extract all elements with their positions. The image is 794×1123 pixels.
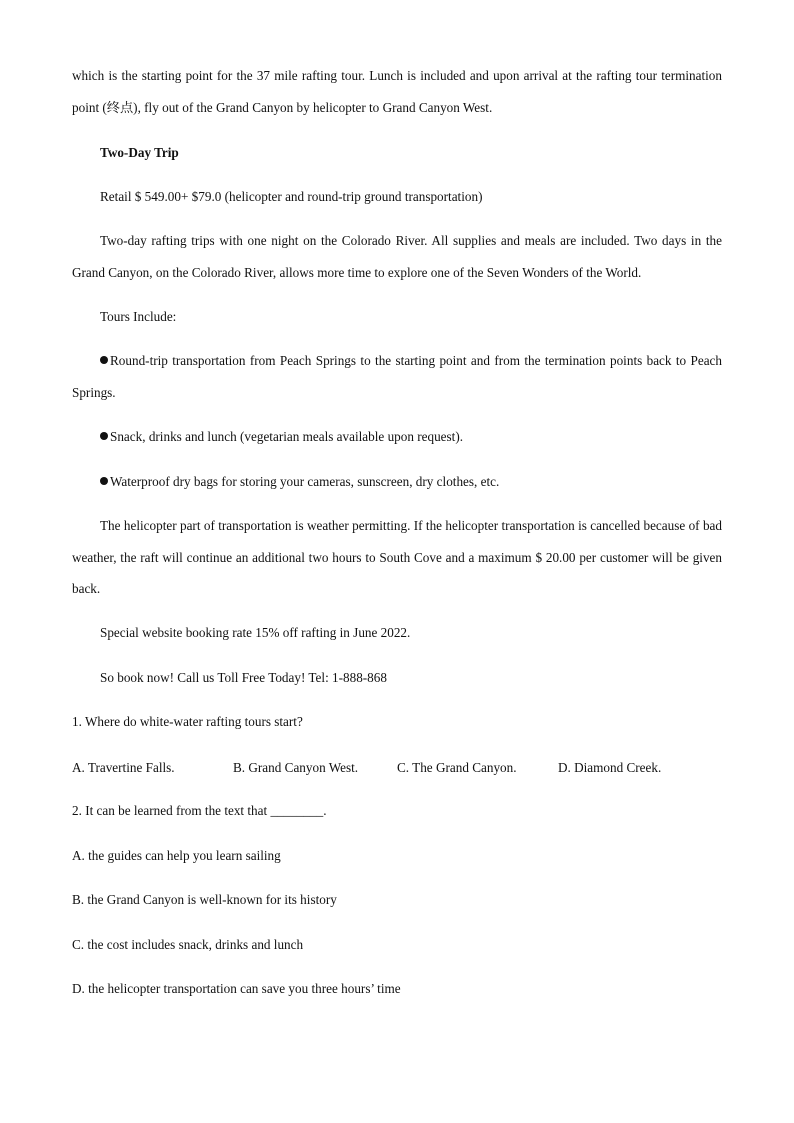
question-1-option-a: A. Travertine Falls.	[72, 760, 175, 775]
intro-continuation-paragraph: which is the starting point for the 37 mile rafting tour. Lunch is included and upon arrival at the rafting tour termination point (终点), fly out of the Grand Canyon by helicopter to Grand Canyon West.	[72, 68, 722, 115]
question-1-stem: 1. Where do white-water rafting tours start?	[72, 714, 303, 729]
book-now-line: So book now! Call us Toll Free Today! Tel: 1-888-868	[100, 670, 387, 685]
bullet-dot-icon	[100, 477, 108, 485]
retail-price-line: Retail $ 549.00+ $79.0 (helicopter and round-trip ground transportation)	[100, 189, 483, 204]
bullet-item	[72, 421, 722, 453]
helicopter-note-paragraph: The helicopter part of transportation is weather permitting. If the helicopter transportation is cancelled because of bad weather, the raft will continue an additional two hours to South Cove and a maximum $ 20.00 per customer will be given back.	[72, 518, 722, 596]
tours-include-label: Tours Include:	[100, 309, 177, 324]
question-2-option-a: A. the guides can help you learn sailing	[72, 848, 281, 863]
two-day-description-paragraph: Two-day rafting trips with one night on the Colorado River. All supplies and meals are included. Two days in the Grand Canyon, on the Colorado River, allows more time to explore one of the Seven Wonders of the World.	[72, 233, 722, 280]
bullet-dot-icon	[100, 356, 108, 364]
special-rate-line: Special website booking rate 15% off rafting in June 2022.	[100, 625, 411, 640]
bullet-item	[72, 466, 722, 498]
question-2-option-c: C. the cost includes snack, drinks and lunch	[72, 937, 304, 952]
bullet-item	[72, 345, 722, 408]
question-1-option-d: D. Diamond Creek.	[558, 760, 662, 775]
bullet-text: Snack, drinks and lunch (vegetarian meals available upon request).	[110, 429, 464, 444]
question-2-option-b: B. the Grand Canyon is well-known for its history	[72, 892, 337, 907]
question-2-option-d: D. the helicopter transportation can save you three hours’ time	[72, 981, 401, 996]
question-1-option-b: B. Grand Canyon West.	[233, 760, 359, 775]
bullet-text: Round-trip transportation from Peach Springs to the starting point and from the termination points back to Peach Springs.	[72, 353, 722, 400]
question-1-options	[72, 752, 722, 784]
question-2-stem: 2. It can be learned from the text that ________.	[72, 803, 327, 818]
question-1-option-c: C. The Grand Canyon.	[397, 760, 517, 775]
two-day-trip-heading: Two-Day Trip	[100, 145, 179, 160]
bullet-dot-icon	[100, 432, 108, 440]
bullet-text: Waterproof dry bags for storing your cameras, sunscreen, dry clothes, etc.	[110, 474, 500, 489]
